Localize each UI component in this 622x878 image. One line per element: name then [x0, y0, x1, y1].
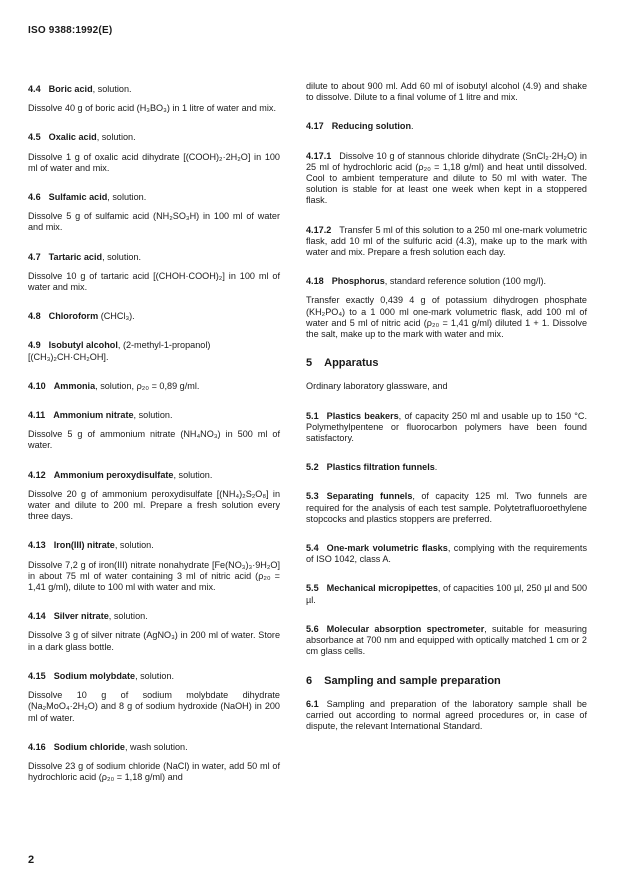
apparatus-name: One-mark volumetric flasks — [326, 543, 448, 554]
section-title: Sampling and sample preparation — [324, 674, 501, 687]
left-column — [28, 84, 280, 801]
reagent-4-17 — [306, 121, 587, 132]
page-number: 2 — [28, 854, 35, 866]
reagent-instructions: Dissolve 5 g of ammonium nitrate (NH₄NO₃) in 500 ml of water. — [28, 429, 280, 451]
reagent-4-15 — [28, 671, 280, 724]
clause-number: 4.17 — [306, 121, 324, 132]
reagent-instructions: Dissolve 3 g of silver nitrate (AgNO₃) in 200 ml of water. Store in a dark glass bottle. — [28, 630, 280, 652]
reagent-qualifier: , (2-methyl-1-propanol) [(CH₃)₂CH·CH₂OH]. — [28, 340, 211, 362]
reagent-qualifier: , solution. — [173, 469, 213, 480]
reagent-qualifier: , solution. — [133, 410, 173, 421]
section-intro: Ordinary laboratory glassware, and — [306, 381, 448, 392]
apparatus-name: Plastics beakers — [326, 410, 399, 421]
reagent-4-7 — [28, 252, 280, 294]
reagent-instructions: Dissolve 5 g of sulfamic acid (NH₂SO₃H) in 100 ml of water and mix. — [28, 211, 280, 233]
reagent-4-11 — [28, 410, 280, 452]
clause-number: 4.13 — [28, 540, 46, 551]
clause-number: 4.10 — [28, 380, 46, 391]
clause-number: 4.4 — [28, 84, 41, 94]
reagent-4-17-1 — [306, 151, 587, 207]
reagent-instructions: Dissolve 10 g of tartaric acid [(CHOH·COOH)₂] in 100 ml of water and mix. — [28, 270, 280, 293]
reagent-instructions: Dissolve 10 g of sodium molybdate dihydrate (Na₂MoO₄·2H₂O) and 8 g of sodium hydroxide (NaOH) in 200 ml of water. — [28, 690, 280, 723]
reagent-name: Ammonia — [53, 380, 96, 391]
reagent-instructions: Transfer 5 ml of this solution to a 250 ml one-mark volumetric flask, add 10 ml of the sulfuric acid (4.3), make up to the mark with water and mix. Prepare a fresh solution each day. — [306, 224, 587, 258]
apparatus-description: , suitable for measuring absorbance at 700 nm and equipped with optically matched 1 cm or 2 cm glass cells. — [306, 623, 587, 657]
reagent-name: Silver nitrate — [53, 611, 109, 622]
reagent-qualifier: , wash solution. — [124, 741, 188, 752]
clause-number: 4.14 — [28, 611, 46, 622]
apparatus-name: Plastics filtration funnels — [326, 462, 435, 473]
reagent-name: Boric acid — [48, 84, 93, 94]
reagent-qualifier: , solution. — [114, 540, 154, 551]
reagent-qualifier: , solution. — [92, 84, 132, 94]
reagent-qualifier: , solution. — [107, 192, 147, 203]
section-title: Apparatus — [324, 357, 379, 370]
clause-number: 4.16 — [28, 741, 46, 752]
reagent-qualifier: , solution, ρ₂₀ = 0,89 g/ml. — [95, 380, 200, 391]
apparatus-name: Mechanical micropipettes — [326, 583, 438, 594]
clause-number: 4.15 — [28, 670, 46, 681]
section-heading-apparatus — [306, 358, 587, 369]
reagent-name: Isobutyl alcohol — [48, 340, 118, 351]
sampling-instructions: Sampling and preparation of the laboratory sample shall be carried out according to normal agreed procedures or, in case of dispute, the relevant International Standard. — [306, 698, 587, 732]
clause-number: 6.1 — [306, 698, 319, 709]
page-header: ISO 9388:1992(E) — [28, 25, 113, 36]
reagent-name: Oxalic acid — [48, 132, 97, 143]
apparatus-description: , of capacity 125 ml. Two funnels are required for the analysis of each test sample. Polytetrafluoroethylene stopcocks and plastics stoppers are preferred. — [306, 491, 588, 524]
clause-number: 4.9 — [28, 340, 41, 351]
clause-number: 5.6 — [306, 623, 319, 634]
sampling-6-1 — [306, 699, 587, 733]
reagent-instructions: Dissolve 20 g of ammonium peroxydisulfate [(NH₄)₂S₂O₈] in water and dilute to 200 ml. Prepare a fresh solution every three days. — [28, 488, 280, 522]
reagent-instructions: Dissolve 7,2 g of iron(III) nitrate nonahydrate [Fe(NO₃)₃·9H₂O] in about 75 ml of water containing 3 ml of nitric acid (ρ₂₀ = 1,41 g/ml), dilute to 100 ml with water and mix. — [28, 559, 280, 593]
reagent-name: Reducing solution — [331, 121, 412, 132]
clause-number: 4.5 — [28, 132, 41, 143]
reagent-4-13 — [28, 540, 280, 593]
reagent-name: Ammonium peroxydisulfate — [53, 469, 174, 480]
clause-number: 4.17.1 — [306, 150, 332, 161]
clause-number: 5.4 — [306, 543, 319, 554]
reagent-4-9 — [28, 340, 280, 362]
reagent-name: Tartaric acid — [48, 251, 103, 262]
apparatus-description: , complying with the requirements of ISO 1042, class A. — [306, 543, 587, 565]
reagent-qualifier: , standard reference solution (100 mg/l). — [384, 276, 547, 287]
reagent-qualifier: , solution. — [96, 132, 136, 143]
clause-number: 4.11 — [28, 410, 46, 421]
clause-number: 4.18 — [306, 276, 324, 287]
section-number: 6 — [306, 674, 313, 687]
reagent-4-14 — [28, 611, 280, 653]
reagent-4-18 — [306, 276, 587, 340]
clause-number: 4.8 — [28, 311, 41, 322]
reagent-instructions: Dissolve 40 g of boric acid (H₃BO₃) in 1 litre of water and mix. — [28, 103, 276, 114]
section-number: 5 — [306, 357, 313, 370]
apparatus-description: . — [434, 462, 438, 473]
reagent-name: Ammonium nitrate — [53, 410, 134, 421]
reagent-4-12 — [28, 470, 280, 523]
continued-text: dilute to about 900 ml. Add 60 ml of isobutyl alcohol (4.9) and shake to dissolve. Dilute to a final volume of 1 litre and mix. — [306, 81, 587, 103]
apparatus-5-2 — [306, 462, 587, 473]
clause-number: 4.7 — [28, 251, 41, 262]
apparatus-name: Separating funnels — [326, 491, 413, 502]
reagent-qualifier: (CHCl₃). — [98, 311, 135, 322]
reagent-qualifier: , solution. — [135, 670, 174, 681]
apparatus-name: Molecular absorption spectrometer — [326, 623, 485, 634]
apparatus-5-6 — [306, 624, 587, 658]
clause-number: 5.5 — [306, 583, 319, 594]
reagent-4-16 — [28, 742, 280, 784]
reagent-name: Sodium molybdate — [53, 670, 136, 681]
reagent-instructions: Dissolve 1 g of oxalic acid dihydrate [(COOH)₂·2H₂O] in 100 ml of water and mix. — [28, 151, 280, 173]
clause-number: 5.3 — [306, 491, 319, 502]
apparatus-description: , of capacities 100 µl, 250 µl and 500 µl. — [306, 583, 588, 605]
reagent-4-5 — [28, 132, 280, 174]
reagent-name: Iron(III) nitrate — [53, 540, 115, 551]
reagent-name: Sodium chloride — [53, 741, 125, 752]
reagent-name: Sulfamic acid — [48, 192, 108, 203]
apparatus-5-5 — [306, 583, 587, 605]
apparatus-description: , of capacity 250 ml and usable up to 150 °C. Polymethylpentene or fluorocarbon polymers have been found satisfactory. — [306, 410, 587, 444]
clause-number: 4.12 — [28, 469, 46, 480]
reagent-4-4 — [28, 84, 280, 114]
clause-number: 4.17.2 — [306, 224, 332, 235]
reagent-qualifier: , solution. — [102, 251, 142, 262]
reagent-instructions: Dissolve 10 g of stannous chloride dihydrate (SnCl₂·2H₂O) in 25 ml of hydrochloric acid (ρ₂₀ = 1,18 g/ml) and heat until dissolved. Cool to ambient temperature and dilute to 50 ml with water. The solution is stable for at least one week when kept in a stoppered flask. — [306, 150, 587, 206]
apparatus-5-4 — [306, 543, 587, 565]
reagent-4-17-2 — [306, 225, 587, 259]
clause-number: 5.1 — [306, 410, 319, 421]
reagent-instructions: Transfer exactly 0,439 4 g of potassium dihydrogen phosphate (KH₂PO₄) to a 1 000 ml one-mark volumetric flask, add 100 ml of water and 5 ml of nitric acid (ρ₂₀ = 1,41 g/ml) diluted 1 + 1. Dissolve the salt, make up to the mark with water and mix. — [306, 295, 587, 340]
section-heading-sampling — [306, 676, 587, 687]
reagent-4-8 — [28, 311, 280, 322]
apparatus-5-3 — [306, 491, 587, 525]
clause-number: 5.2 — [306, 462, 319, 473]
reagent-4-10 — [28, 381, 280, 392]
reagent-name: Phosphorus — [331, 276, 385, 287]
reagent-qualifier: . — [411, 121, 414, 132]
clause-number: 4.6 — [28, 192, 41, 203]
apparatus-5-1 — [306, 411, 587, 445]
reagent-4-6 — [28, 192, 280, 234]
right-column — [306, 81, 587, 750]
reagent-instructions: Dissolve 23 g of sodium chloride (NaCl) in water, add 50 ml of hydrochloric acid (ρ₂₀ = 1,18 g/ml) and — [28, 760, 280, 783]
reagent-qualifier: , solution. — [108, 611, 148, 622]
reagent-name: Chloroform — [48, 311, 99, 322]
